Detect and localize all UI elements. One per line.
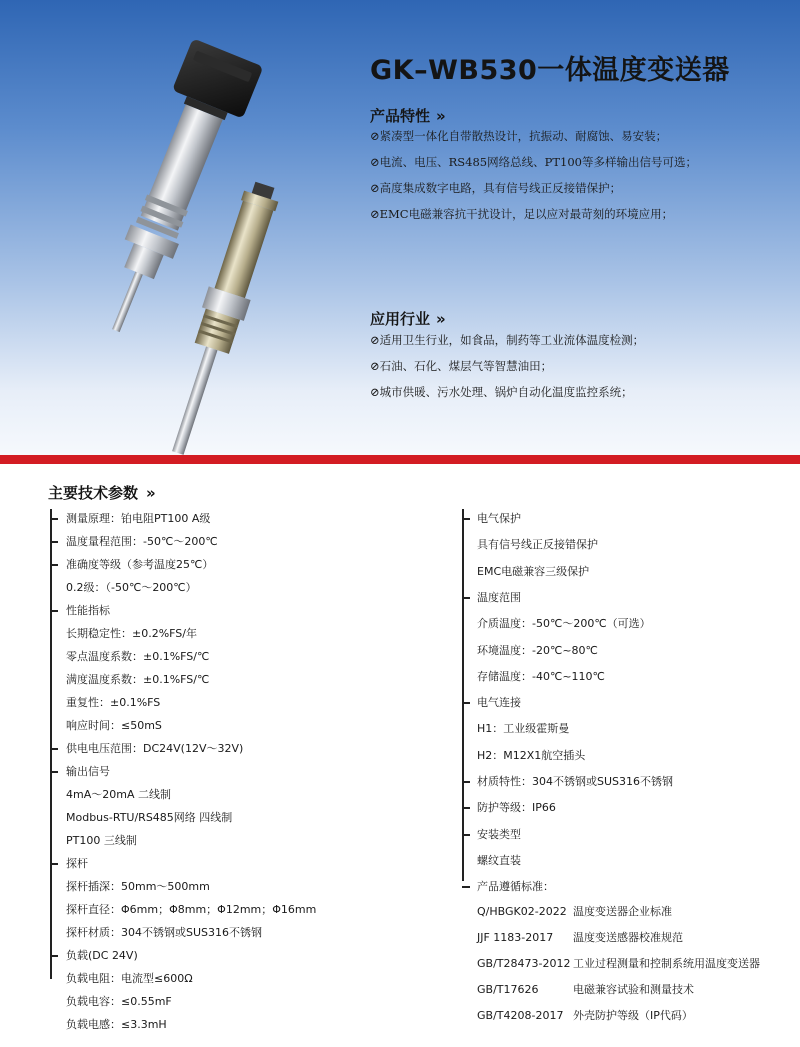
spec-left-group	[50, 532, 380, 552]
spec-left-item	[50, 877, 380, 897]
param-text: 长期稳定性：±0.2%FS/年	[66, 627, 197, 640]
param-text: 负载电阻：电流型≤600Ω	[66, 972, 193, 985]
tree-tick	[50, 771, 58, 773]
application-item: ⊘石油、石化、煤层气等智慧油田；	[370, 359, 553, 373]
param-text: H2：M12X1航空插头	[477, 748, 586, 762]
standard-name: 外壳防护等级（IP代码）	[573, 1009, 693, 1023]
spec-right-group	[462, 693, 792, 713]
standard-name: 温度变送感器校准规范	[573, 930, 683, 944]
tree-tick	[50, 564, 58, 566]
feature-item: ⊘EMC电磁兼容抗干扰设计，足以应对最苛刻的环境应用；	[370, 207, 674, 221]
spec-left-item	[50, 1015, 380, 1035]
standard-row	[462, 980, 798, 1000]
applications-heading: 应用行业 »	[370, 310, 446, 328]
red-divider	[0, 455, 800, 464]
spec-right-item	[462, 535, 792, 555]
product-title: GK–WB530一体温度变送器	[370, 55, 730, 86]
param-text: 测量原理：铂电阻PT100 A级	[66, 512, 211, 525]
param-text: Modbus-RTU/RS485网络 四线制	[66, 811, 233, 824]
tree-tick	[462, 781, 470, 783]
spec-right-group	[462, 825, 792, 845]
standard-name: 温度变送器企业标准	[573, 904, 672, 918]
standard-text	[477, 980, 694, 1000]
param-text: 防护等级：IP66	[477, 801, 556, 815]
spec-left-group	[50, 762, 380, 782]
param-text: 存储温度：-40℃~110℃	[477, 669, 605, 683]
tree-tick	[462, 834, 470, 836]
params-right-column	[462, 509, 798, 1039]
param-text: 温度量程范围：-50℃～200℃	[66, 535, 218, 548]
standard-text	[477, 954, 760, 974]
spec-left-item	[50, 900, 380, 920]
param-text: 零点温度系数：±0.1%FS/℃	[66, 650, 210, 663]
spec-left-item	[50, 624, 380, 644]
tree-tick	[50, 955, 58, 957]
standard-name: 工业过程测量和控制系统用温度变送器	[573, 956, 760, 970]
param-text: EMC电磁兼容三级保护	[477, 564, 590, 578]
spec-left-item	[50, 785, 380, 805]
standard-text	[477, 902, 672, 922]
param-text: 电气保护	[477, 512, 521, 525]
spec-left-group	[50, 555, 380, 575]
param-text: 产品遵循标准：	[477, 880, 554, 894]
param-text: 环境温度：-20℃~80℃	[477, 643, 598, 657]
standard-row	[462, 954, 798, 974]
standard-code: GB/T28473-2012	[477, 956, 571, 970]
standard-name: 电磁兼容试验和测量技术	[573, 983, 694, 997]
applications-list	[370, 327, 644, 405]
param-text: 探杆材质：304不锈钢或SUS316不锈钢	[66, 926, 263, 939]
param-text: 满度温度系数：±0.1%FS/℃	[66, 673, 210, 686]
standard-row	[462, 902, 798, 922]
spec-left-group	[50, 601, 380, 621]
standard-row	[462, 928, 798, 948]
param-text: 性能指标	[66, 604, 110, 617]
standard-code: JJF 1183-2017	[477, 930, 554, 944]
tree-tick	[462, 518, 470, 520]
param-text: 输出信号	[66, 765, 110, 778]
param-text: 4mA～20mA 二线制	[66, 788, 171, 801]
param-text: 探杆直径：Φ6mm；Φ8mm；Φ12mm；Φ16mm	[66, 903, 317, 916]
spec-left-group	[50, 739, 380, 759]
spec-right-group	[462, 798, 792, 818]
spec-right-item	[462, 746, 792, 766]
param-text: 螺纹直装	[477, 853, 521, 867]
tree-tick	[50, 541, 58, 543]
feature-item: ⊘紧凑型一体化自带散热设计，抗振动、耐腐蚀、易安装；	[370, 129, 668, 143]
spec-left-group	[50, 509, 380, 529]
spec-left-item	[50, 693, 380, 713]
tree-tick	[50, 518, 58, 520]
spec-right-item	[462, 614, 792, 634]
product-image	[20, 15, 350, 455]
param-text: 温度范围	[477, 590, 521, 604]
spec-right-group	[462, 772, 792, 792]
application-item: ⊘城市供暖、污水处理、锅炉自动化温度监控系统；	[370, 385, 633, 399]
spec-left-item	[50, 578, 380, 598]
spec-left-item	[50, 670, 380, 690]
params-heading: 主要技术参数 »	[48, 484, 156, 502]
standard-text	[477, 1006, 693, 1026]
param-text: 重复性：±0.1%FS	[66, 696, 161, 709]
features-list	[370, 123, 697, 227]
spec-left-item	[50, 716, 380, 736]
param-text: 探杆插深：50mm～500mm	[66, 880, 210, 893]
param-text: 材质特性：304不锈钢或SUS316不锈钢	[477, 775, 674, 788]
feature-item: ⊘高度集成数字电路，具有信号线正反接错保护；	[370, 181, 622, 195]
spec-right-group	[462, 509, 792, 529]
param-text: 准确度等级（参考温度25℃）	[66, 558, 214, 571]
spec-left-group	[50, 946, 380, 966]
param-text: 响应时间：≤50mS	[66, 719, 162, 732]
param-text: 安装类型	[477, 827, 521, 841]
feature-item: ⊘电流、电压、RS485网络总线、PT100等多样输出信号可选；	[370, 155, 697, 169]
tree-tick	[50, 610, 58, 612]
application-item: ⊘适用卫生行业，如食品，制药等工业流体温度检测；	[370, 333, 645, 347]
spec-left-item	[50, 992, 380, 1012]
param-text: 负载(DC 24V)	[66, 949, 138, 962]
tree-tick	[462, 886, 470, 888]
standard-code: Q/HBGK02-2022	[477, 904, 567, 918]
param-text: 介质温度：-50℃～200℃（可选）	[477, 617, 651, 631]
spec-right-item	[462, 719, 792, 739]
features-heading: 产品特性 »	[370, 107, 446, 125]
spec-left-item	[50, 969, 380, 989]
spec-left-group	[50, 854, 380, 874]
standard-row	[462, 1006, 798, 1026]
spec-left-item	[50, 923, 380, 943]
param-text: 负载电容：≤0.55mF	[66, 995, 172, 1008]
param-text: 探杆	[66, 857, 88, 870]
param-text: H1：工业级霍斯曼	[477, 722, 570, 736]
tree-tick	[50, 863, 58, 865]
spec-right-group	[462, 588, 792, 608]
spec-left-item	[50, 831, 380, 851]
param-text: 供电电压范围：DC24V(12V～32V)	[66, 742, 244, 755]
hero-banner	[0, 0, 800, 455]
tree-tick	[462, 807, 470, 809]
param-text: 电气连接	[477, 696, 521, 710]
spec-right-item	[462, 667, 792, 687]
params-left-column	[50, 509, 350, 1039]
spec-right-group	[462, 877, 792, 897]
param-text: PT100 三线制	[66, 834, 137, 847]
spec-right-item	[462, 641, 792, 661]
standard-text	[477, 928, 683, 948]
param-text: 具有信号线正反接错保护	[477, 538, 598, 552]
standard-code: GB/T17626	[477, 983, 539, 997]
standard-code: GB/T4208-2017	[477, 1009, 564, 1023]
tree-tick	[462, 702, 470, 704]
spec-right-item	[462, 562, 792, 582]
spec-left-item	[50, 647, 380, 667]
spec-left-item	[50, 808, 380, 828]
tree-tick	[462, 597, 470, 599]
spec-right-item	[462, 851, 792, 871]
param-text: 负载电感：≤3.3mH	[66, 1018, 167, 1031]
param-text: 0.2级：（-50℃～200℃）	[66, 581, 197, 594]
tree-tick	[50, 748, 58, 750]
